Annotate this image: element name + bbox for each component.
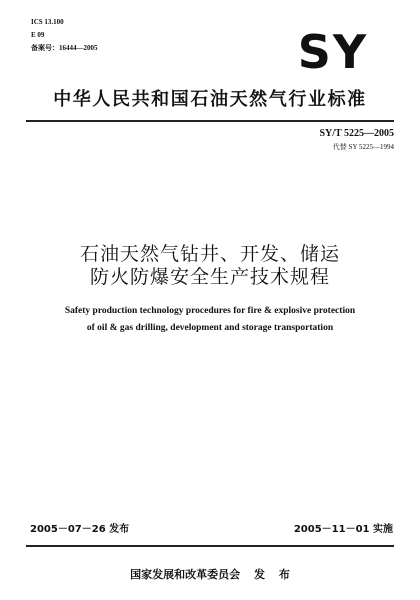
chinese-title-line-1: 石油天然气钻井、开发、储运	[79, 243, 340, 265]
ics-code: ICS 13.100	[31, 18, 64, 26]
replaces-note: 代替 SY 5225—1994	[332, 143, 394, 151]
issuing-authority: 国家发展和改革委员会 发 布	[130, 568, 290, 581]
standard-number: SY/T 5225—2005	[319, 128, 394, 139]
classification-code: E 09	[31, 31, 45, 39]
english-title-line-1: Safety production technology procedures for fire & explosive protection	[64, 306, 356, 316]
standard-category-title: 中华人民共和国石油天然气行业标准	[53, 89, 367, 110]
issue-date: 2005－07－26 发布	[30, 524, 130, 535]
implementation-date: 2005－11－01 实施	[293, 524, 393, 535]
header-divider	[26, 120, 394, 122]
chinese-title-line-2: 防火防爆安全生产技术规程	[89, 266, 330, 288]
footer-divider	[26, 545, 394, 547]
sy-logo: SY	[297, 25, 369, 79]
english-title-line-2: of oil & gas drilling, development and storage transportation	[86, 323, 334, 333]
record-number: 备案号：16444—2005	[31, 44, 98, 52]
